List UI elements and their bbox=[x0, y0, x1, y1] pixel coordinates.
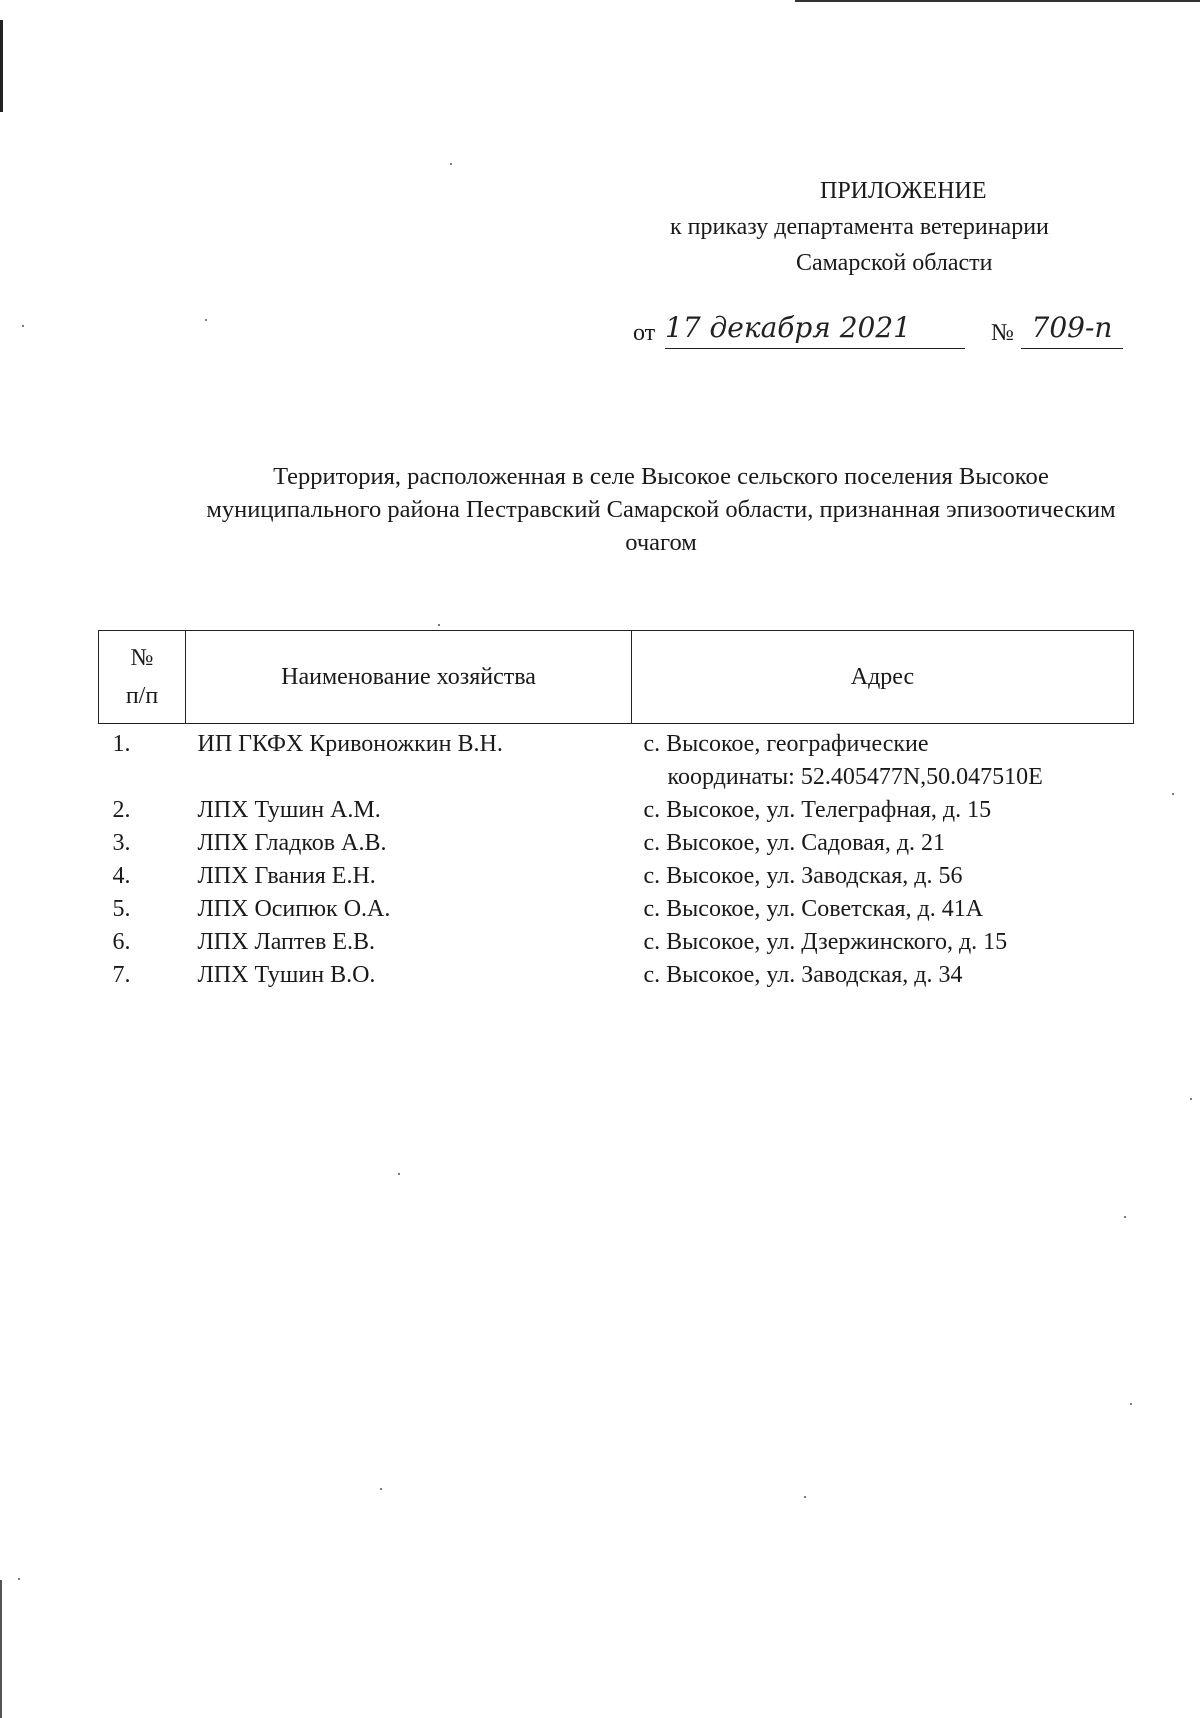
farms-table bbox=[98, 630, 1134, 992]
scan-speck bbox=[1190, 1098, 1192, 1100]
row-farm-name: ИП ГКФХ Кривоножкин В.Н. bbox=[197, 731, 503, 757]
row-farm-name: ЛПХ Тушин В.О. bbox=[197, 962, 376, 988]
scan-speck bbox=[380, 1488, 382, 1490]
scan-speck bbox=[398, 1173, 400, 1175]
row-farm-name: ЛПХ Гвания Е.Н. bbox=[197, 863, 376, 889]
row-address: с. Высокое, ул. Телеграфная, д. 15 bbox=[643, 797, 992, 823]
row-farm-name: ЛПХ Осипюк О.А. bbox=[197, 896, 391, 922]
row-address-line1: с. Высокое, географические bbox=[643, 731, 929, 757]
header-address: Адрес bbox=[632, 631, 1134, 724]
header-number-line1: № bbox=[130, 645, 154, 671]
row-address: с. Высокое, ул. Садовая, д. 21 bbox=[643, 830, 946, 856]
header-name: Наименование хозяйства bbox=[186, 631, 632, 724]
table-row bbox=[99, 959, 1134, 992]
table-row bbox=[99, 794, 1134, 827]
number-label: № bbox=[991, 320, 1014, 346]
scan-speck bbox=[438, 624, 440, 626]
row-farm-name: ЛПХ Лаптев Е.В. bbox=[197, 929, 376, 955]
row-number: 6. bbox=[112, 929, 131, 955]
scan-speck bbox=[18, 1578, 20, 1580]
row-number: 7. bbox=[112, 962, 131, 988]
row-address bbox=[632, 724, 1134, 795]
scan-speck bbox=[804, 1496, 806, 1498]
from-label: от bbox=[633, 320, 656, 346]
scan-speck bbox=[1172, 793, 1174, 795]
header-number-line2: п/п bbox=[125, 683, 159, 709]
row-number: 4. bbox=[112, 863, 131, 889]
scan-edge-artifact bbox=[0, 1580, 2, 1718]
handwritten-number: 709-п bbox=[1021, 308, 1123, 349]
appendix-heading: ПРИЛОЖЕНИЕ bbox=[820, 178, 987, 204]
scan-speck bbox=[1124, 1216, 1126, 1218]
scan-edge-artifact bbox=[795, 0, 1200, 2]
table-row bbox=[99, 827, 1134, 860]
row-number: 1. bbox=[112, 731, 131, 757]
table-row bbox=[99, 926, 1134, 959]
row-number: 5. bbox=[112, 896, 131, 922]
row-address: с. Высокое, ул. Заводская, д. 56 bbox=[643, 863, 963, 889]
header-number bbox=[99, 631, 186, 724]
document-title: Территория, расположенная в селе Высокое сельского поселения Высокое муниципального района Пестравский Самарской области, признанная эпизоотическим очагом bbox=[206, 463, 1116, 556]
row-address: с. Высокое, ул. Советская, д. 41А bbox=[643, 896, 984, 922]
row-number: 2. bbox=[112, 797, 131, 823]
row-farm-name: ЛПХ Тушин А.М. bbox=[197, 797, 381, 823]
table-header-row bbox=[99, 631, 1134, 724]
row-address: с. Высокое, ул. Дзержинского, д. 15 bbox=[643, 929, 1008, 955]
table-row bbox=[99, 893, 1134, 926]
appendix-subtitle-line1: к приказу департамента ветеринарии bbox=[670, 214, 1049, 240]
scan-speck bbox=[450, 163, 452, 165]
scan-edge-artifact bbox=[0, 20, 3, 112]
row-address: с. Высокое, ул. Заводская, д. 34 bbox=[643, 962, 963, 988]
order-date-line bbox=[633, 308, 1133, 358]
row-address-line2: координаты: 52.405477N,50.047510E bbox=[667, 764, 1043, 790]
row-number: 3. bbox=[112, 830, 131, 856]
row-farm-name: ЛПХ Гладков А.В. bbox=[197, 830, 387, 856]
scan-speck bbox=[1130, 1403, 1132, 1405]
table-row bbox=[99, 860, 1134, 893]
scan-speck bbox=[22, 325, 24, 327]
table-row bbox=[99, 724, 1134, 795]
handwritten-date: 17 декабря 2021 bbox=[665, 308, 965, 349]
scan-speck bbox=[205, 319, 207, 321]
appendix-subtitle-line2: Самарской области bbox=[796, 250, 993, 276]
